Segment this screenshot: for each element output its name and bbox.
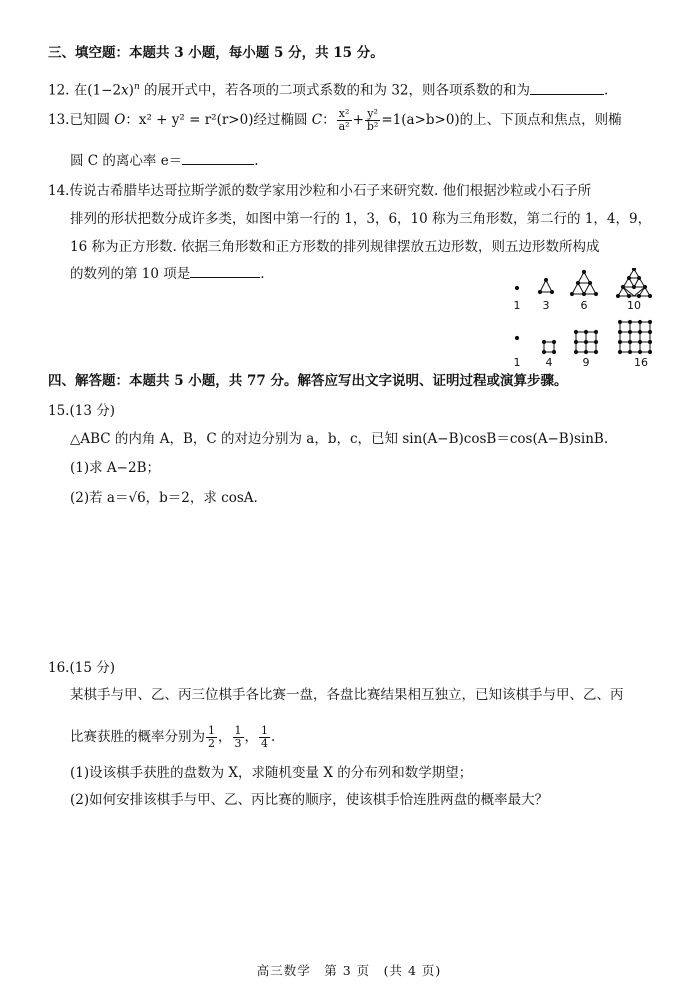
q16-prob-third: $\frac{1}{3}$ [234,724,242,750]
square-1-dot [515,336,518,339]
fig-row2-label: 9 [582,356,590,369]
q15-part1: (1)求 A−2B； [70,460,160,476]
triangle-6-figure [570,270,597,295]
section4-heading: 四、解答题：本题共 5 小题，共 77 分。解答应写出文字说明、证明过程或演算步骤。 [48,373,568,389]
q13-post: =1(a>b>0)的上、下顶点和焦点，则椭 [381,112,622,128]
q14-line4-pre: 的数列的第 10 项是 [70,266,191,282]
q14-answer-blank[interactable] [190,265,260,278]
fig-row1-label: 3 [542,299,550,312]
triangle-10-figure [616,268,651,298]
fig-row2-label: 4 [545,356,553,369]
q16-prob-quarter: $\frac{1}{4}$ [261,724,268,750]
fig-row1-label: 1 [513,299,521,312]
q16-stem2-pre: 比赛获胜的概率分别为 [70,729,205,745]
fig-row1-label: 6 [580,299,588,312]
q14-line2: 排列的形状把数分成许多类，如图中第一行的 1，3，6，10 称为三角形数，第二行的 1，4，9， [70,211,652,227]
figurate-numbers-figure [500,268,670,368]
triangle-3-figure [538,278,553,293]
q15-header: 15.(13 分) [48,403,115,419]
q16-sep: ， [218,729,232,745]
q16-sep: ， [244,729,258,745]
question-14-line4 [70,265,265,283]
fig-row2-label: 16 [634,356,648,369]
q12-post: 的展开式中，若各项的二项式系数的和为 32，则各项系数的和为 [139,82,531,99]
q16-stem2-end: . [271,729,276,745]
q13-frac-x: $\frac{\text{x²}}{\text{a²}}$ [338,107,350,133]
q12-number: 12. [48,82,70,99]
q16-part1: (1)设该棋手获胜的盘数为 X，求随机变量 X 的分布列和数学期望； [70,765,473,781]
q13-frac-y: $\frac{\text{y²}}{\text{b²}}$ [366,107,379,133]
q12-var-x: x [121,82,129,99]
q16-stem-line2 [70,720,275,754]
q14-number: 14. [48,183,70,199]
q16-header: 16.(15 分) [48,660,115,676]
q13-line2-end: . [254,153,259,169]
q15-stem: △ABC 的内角 A，B，C 的对边分别为 a，b，c，已知 sin(A−B)cosB＝cos(A−B)sinB. [70,431,609,447]
section3-heading: 三、填空题：本题共 3 小题，每小题 5 分，共 15 分。 [48,45,384,61]
q14-line1: 传说古希腊毕达哥拉斯学派的数学家用沙粒和小石子来研究数. 他们根据沙粒或小石子所 [69,183,592,199]
page-footer: 高三数学 第 3 页 (共 4 页) [256,963,442,978]
square-9-figure [574,330,597,353]
fig-row1-label: 10 [627,299,641,312]
question-13 [48,108,622,133]
q13-colon: ： [322,112,336,128]
question-13-line2 [70,152,259,170]
q16-part2: (2)如何安排该棋手与甲、乙、丙比赛的顺序，使该棋手恰连胜两盘的概率最大？ [70,792,549,808]
question-12 [48,78,608,100]
q12-close: ) [128,82,134,99]
q12-end: . [604,82,609,99]
q13-O: O [114,112,126,128]
question-14-line1 [48,182,591,200]
q13-circle-eq: ：x² + y² = r²(r>0)经过椭圆 [125,112,312,128]
q13-plus: + [352,112,364,128]
q13-line2-pre: 圆 C 的离心率 e＝ [70,153,183,169]
q16-stem-line1: 某棋手与甲、乙、丙三位棋手各比赛一盘，各盘比赛结果相互独立，已知该棋手与甲、乙、丙 [70,687,624,703]
q12-exponent: n [133,82,140,92]
q12-answer-blank[interactable] [530,82,604,95]
q15-part2: (2)若 a＝√6，b＝2，求 cosA. [70,490,258,506]
q14-line4-end: . [260,266,265,282]
q13-C: C [311,112,323,128]
square-16-figure [618,320,651,353]
square-4-figure [542,340,555,353]
fig-row2-label: 1 [513,356,521,369]
q12-pre: 在(1−2 [73,82,122,99]
q13-answer-blank[interactable] [182,152,254,165]
triangle-1-dot [515,286,518,289]
q14-line3: 16 称为正方形数. 依据三角形数和正方形数的排列规律摆放五边形数，则五边形数所构成 [70,239,600,255]
q16-prob-half: $\frac{1}{2}$ [208,724,215,750]
q13-pre: 已知圆 [69,112,115,128]
q13-number: 13. [48,112,70,128]
